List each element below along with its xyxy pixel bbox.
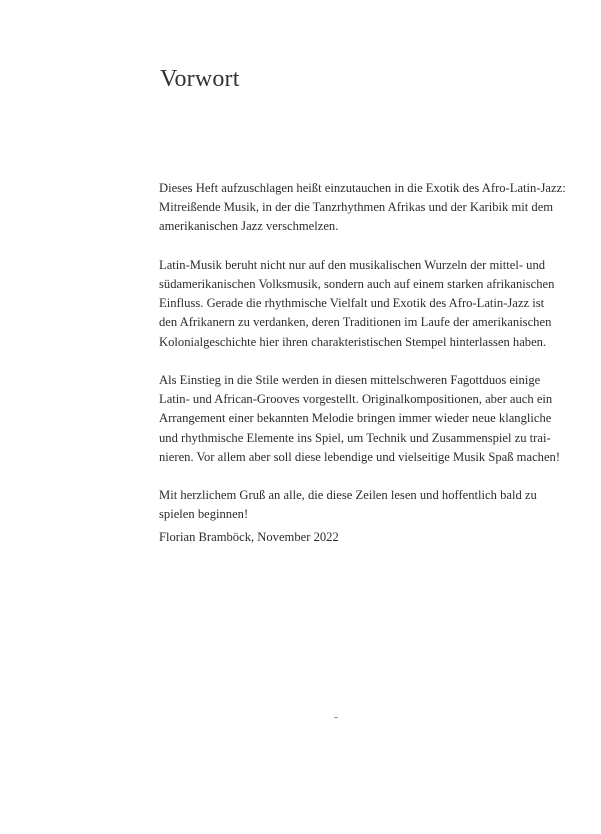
text-line: Kolonialgeschichte hier ihren charakteristischen Stempel hinterlassen haben.: [159, 334, 547, 349]
text-line: Latin-Musik beruht nicht nur auf den musikalischen Wurzeln der mittel- und: [159, 257, 546, 272]
text-line: Mit herzlichem Gruß an alle, die diese Zeilen lesen und hoffentlich bald zu: [159, 488, 537, 503]
text-line: amerikanischen Jazz verschmelzen.: [159, 219, 339, 234]
text-line: spielen beginnen!: [159, 507, 249, 522]
paragraph-greeting: [159, 486, 537, 524]
text-line: Als Einstieg in die Stile werden in diesen mittelschweren Fagottduos einige: [159, 373, 541, 387]
text-line: Arrangement einer bekannten Melodie bringen immer wieder neue klangliche: [159, 411, 552, 426]
page-title: Vorwort: [160, 66, 240, 92]
text-line: nieren. Vor allem aber soll diese lebendige und vielseitige Musik Spaß machen!: [159, 449, 561, 464]
scan-speck: [334, 717, 338, 718]
text-line: und rhythmische Elemente ins Spiel, um Technik und Zusammenspiel zu trai-: [159, 430, 551, 445]
text-line: den Afrikanern zu verdanken, deren Traditionen im Laufe der amerikanischen: [159, 315, 552, 330]
author-signature: Florian Bramböck, November 2022: [159, 530, 339, 544]
text-line: Mitreißende Musik, in der die Tanzrhythmen Afrikas und der Karibik mit dem: [159, 200, 554, 215]
paragraph-intro: [159, 179, 566, 237]
foreword-body: [159, 179, 566, 544]
paragraph-latin-music: [159, 256, 555, 352]
text-line: Einfluss. Gerade die rhythmische Vielfalt und Exotik des Afro-Latin-Jazz ist: [159, 296, 545, 311]
text-line: Latin- und African-Grooves vorgestellt. Originalkompositionen, aber auch ein: [159, 392, 553, 407]
text-line: Dieses Heft aufzuschlagen heißt einzutauchen in die Exotik des Afro-Latin-Jazz:: [159, 181, 566, 195]
text-line: südamerikanischen Volksmusik, sondern auch auf einem starken afrikanischen: [159, 277, 555, 291]
paragraph-duos: [159, 371, 561, 467]
